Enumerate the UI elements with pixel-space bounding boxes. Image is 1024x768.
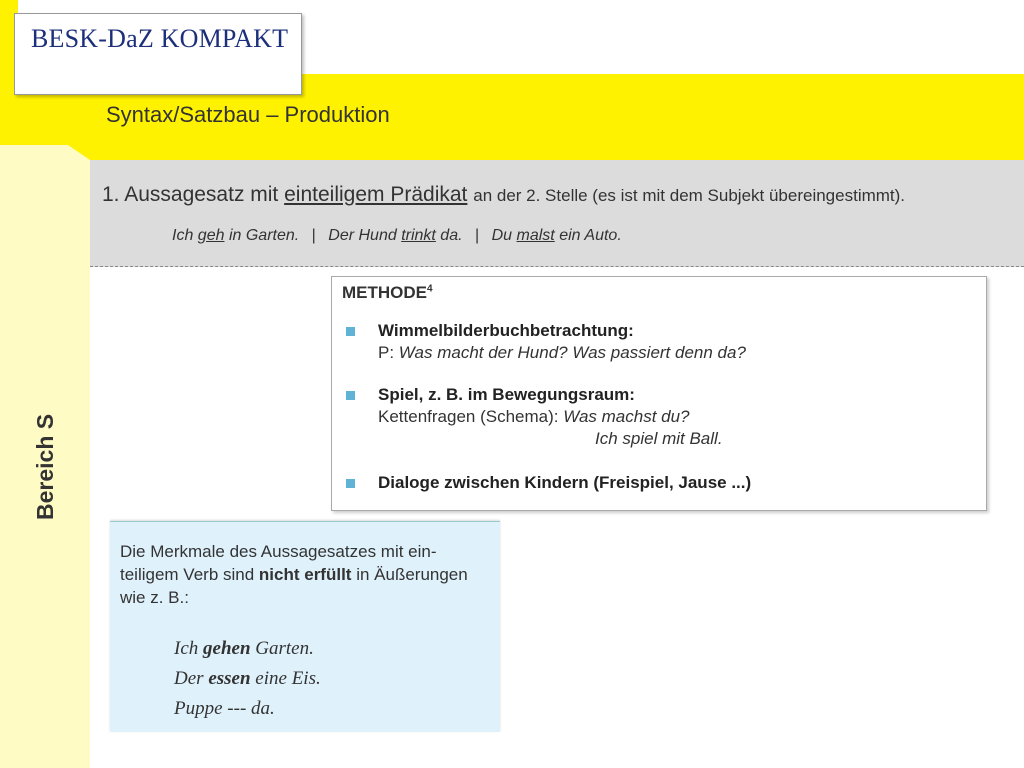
rule-text-1: Aussagesatz mit	[124, 183, 279, 206]
rule-number: 1.	[102, 183, 120, 206]
rule-examples	[172, 227, 622, 245]
separator: |	[475, 227, 480, 244]
square-bullet-icon	[346, 327, 355, 336]
method-title: METHODE$^4$	[342, 283, 433, 302]
separator: |	[311, 227, 316, 244]
example-2: Der Hund trinkt da.	[328, 227, 463, 244]
side-label: Bereich S	[32, 413, 58, 520]
logo-text: BESK-DaZ KOMPAKT	[31, 24, 289, 53]
method-item-sub2: Ich spiel mit Ball.	[595, 429, 723, 448]
method-box	[331, 276, 987, 511]
note-box	[110, 521, 500, 732]
section-title: Syntax/Satzbau – Produktion	[106, 102, 390, 127]
method-item-head: Dialoge zwischen Kindern (Freispiel, Jause ...)	[378, 473, 752, 492]
method-item-head: Spiel, z. B. im Bewegungsraum:	[378, 385, 635, 404]
method-item-sub: P: Was macht der Hund? Was passiert denn da?	[378, 343, 746, 362]
method-item-head: Wimmelbilderbuchbetrachtung:	[378, 321, 634, 340]
note-examples	[174, 634, 321, 724]
note-text: Die Merkmale des Aussagesatzes mit ein-teiligem Verb sind nicht erfüllt in Äußerungen wie z. B.:	[120, 542, 468, 607]
rule-text-underlined: einteiligem Prädikat	[284, 183, 468, 206]
square-bullet-icon	[346, 479, 355, 488]
note-example: Puppe --- da.	[174, 698, 275, 719]
rule-box	[90, 160, 1024, 267]
note-example: Ich gehen Garten.	[174, 638, 314, 659]
note-example: Der essen eine Eis.	[174, 668, 321, 689]
band-notch	[68, 145, 90, 160]
method-item-sub: Kettenfragen (Schema): Was machst du?	[378, 407, 690, 426]
square-bullet-icon	[346, 391, 355, 400]
footnote-marker: 4	[427, 283, 433, 295]
logo-box	[14, 13, 302, 95]
rule-text-3: an der 2. Stelle (es ist mit dem Subjekt übereingestimmt).	[473, 186, 906, 205]
rule-heading	[102, 183, 905, 207]
example-1: Ich geh in Garten.	[172, 227, 300, 244]
example-3: Du malst ein Auto.	[491, 227, 622, 244]
